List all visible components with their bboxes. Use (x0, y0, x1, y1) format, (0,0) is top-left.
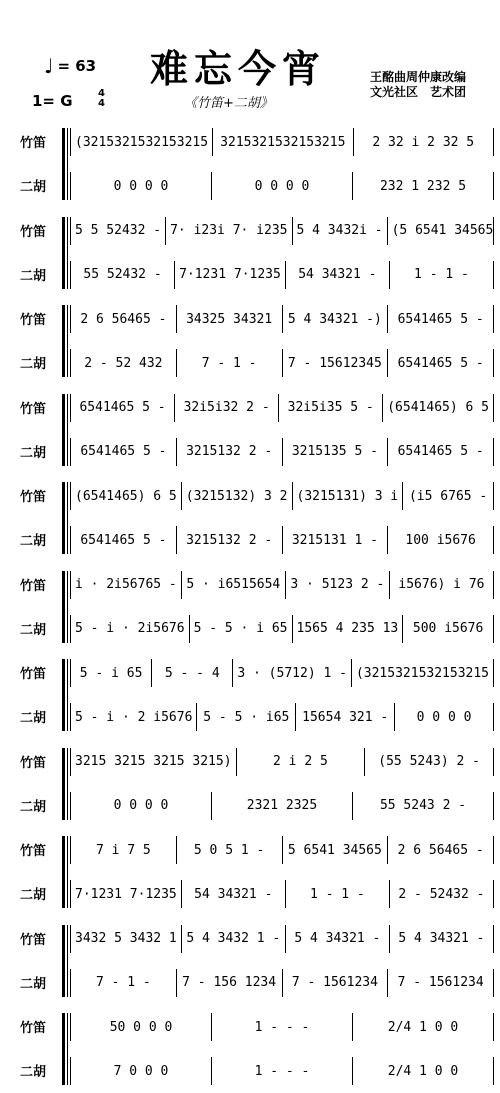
flute-notation (70, 394, 494, 422)
flute-notation (70, 217, 494, 245)
flute-label: 竹笛 (20, 490, 47, 505)
measure: 3215 3215 3215 3215) (71, 748, 237, 776)
measure: 5 - 5 · i65 (197, 703, 296, 731)
quarter-note-icon: ♩ (44, 54, 54, 78)
erhu-notation (70, 1057, 494, 1085)
measure: (6541465) 6 5 (71, 482, 182, 510)
measure: 55 52432 - (71, 261, 175, 289)
erhu-staff-row (0, 607, 500, 651)
composer-credit: 王酩曲周仲康改编 文光社区 艺术团 (370, 70, 467, 99)
measure: 2321 2325 (212, 792, 353, 820)
flute-label: 竹笛 (20, 578, 47, 594)
measure: 100 i5676 (405, 532, 476, 548)
measure: 5 · i6515654 (182, 571, 286, 599)
measure: 5 - i · 2i5676 (71, 615, 190, 643)
flute-staff-row (0, 120, 500, 164)
measure: 6541465 5 - (71, 438, 177, 466)
measure: 1 - 1 - (286, 880, 390, 908)
measure: 3 · 5123 2 - (286, 571, 390, 599)
erhu-notation (70, 438, 494, 466)
score-system (0, 120, 500, 208)
measure: 7· i23i 7· i235 (166, 217, 292, 245)
flute-staff-row (0, 1005, 500, 1049)
measure: (55 5243) 2 - (378, 754, 481, 769)
measure: i5676) i 76 (398, 577, 485, 592)
measure: 5 4 34321 - (398, 931, 485, 946)
erhu-label: 二胡 (20, 711, 47, 726)
measure: 5 5 52432 - (71, 217, 166, 245)
score-system (0, 563, 500, 651)
measure: 55 5243 2 - (379, 798, 467, 813)
measure: 54 34321 - (182, 880, 286, 908)
measure: 5 - i · 2 i5676 (71, 703, 197, 731)
measure: 3215135 5 - (283, 438, 389, 466)
erhu-staff-row (0, 164, 500, 208)
measure: 7 - 1 - (71, 969, 177, 997)
flute-staff-row (0, 563, 500, 607)
measure: 15654 321 - (296, 703, 395, 731)
erhu-notation (70, 526, 494, 554)
measure: 2 i 2 5 (237, 748, 366, 776)
erhu-notation (70, 880, 494, 908)
measure: 34325 34321 (177, 305, 283, 333)
flute-label: 竹笛 (20, 755, 47, 771)
erhu-notation (70, 703, 494, 731)
flute-notation (70, 482, 494, 510)
measure: (3215321532153215 (355, 665, 490, 681)
score-system (0, 917, 500, 1005)
erhu-label: 二胡 (20, 180, 47, 195)
measure: 5 6541 34565 (283, 836, 389, 864)
measure: 7 - 1561234 (397, 975, 484, 990)
score-system (0, 651, 500, 739)
flute-notation (70, 571, 494, 599)
erhu-staff-row (0, 695, 500, 739)
measure: 2 32 i 2 32 5 (372, 134, 475, 150)
measure: 54 34321 - (286, 261, 390, 289)
score-system (0, 297, 500, 385)
flute-label: 竹笛 (20, 1021, 47, 1036)
measure: (6541465) 6 5 (387, 400, 489, 415)
measure: (3215131) 3 i (293, 482, 404, 510)
score-system (0, 828, 500, 916)
key-signature: 1= G (32, 92, 73, 110)
measure: 32i5i32 2 - (175, 394, 279, 422)
measure: 6541465 5 - (397, 355, 484, 371)
measure: 6541465 5 - (397, 311, 484, 327)
time-signature: 4 4 (98, 88, 105, 109)
erhu-label: 二胡 (20, 622, 47, 638)
measure: 1 - 1 - (414, 267, 469, 282)
erhu-label: 二胡 (20, 445, 47, 461)
measure: 3215132 2 - (177, 438, 283, 466)
erhu-notation (70, 349, 494, 377)
measure: 3 · (5712) 1 - (233, 659, 352, 687)
erhu-notation (70, 261, 494, 289)
measure: (i5 6765 - (408, 488, 488, 504)
flute-staff-row (0, 828, 500, 872)
flute-notation (70, 128, 494, 156)
erhu-notation (70, 969, 494, 997)
flute-notation (70, 748, 494, 776)
measure: (5 6541 34565 (391, 223, 494, 238)
measure: i · 2i56765 - (71, 571, 182, 599)
erhu-notation (70, 615, 494, 643)
erhu-notation (70, 792, 494, 820)
measure: 7 - 1 - (177, 349, 283, 377)
erhu-label: 二胡 (20, 357, 47, 372)
flute-staff-row (0, 917, 500, 961)
measure: 0 0 0 0 (71, 172, 212, 200)
measure: 0 0 0 0 (212, 172, 353, 200)
score-system (0, 740, 500, 828)
measure: 1565 4 235 13 (293, 615, 404, 643)
erhu-label: 二胡 (20, 976, 47, 992)
measure: 6541465 5 - (71, 394, 175, 422)
flute-label: 竹笛 (20, 844, 47, 859)
measure: 32i5i35 5 - (279, 394, 383, 422)
measure: 3215131 1 - (283, 526, 389, 554)
flute-label: 竹笛 (20, 667, 47, 682)
measure: 2 6 56465 - (397, 842, 484, 858)
measure: 5 4 34321 - (286, 925, 390, 953)
erhu-staff-row (0, 784, 500, 828)
flute-notation (70, 659, 494, 687)
erhu-label: 二胡 (20, 534, 47, 549)
measure: 5 0 5 1 - (177, 836, 283, 864)
measure: 3432 5 3432 1 (71, 925, 182, 953)
flute-label: 竹笛 (20, 136, 47, 151)
flute-staff-row (0, 297, 500, 341)
measure: 2 - 52 432 (71, 349, 177, 377)
flute-staff-row (0, 386, 500, 430)
flute-notation (70, 836, 494, 864)
erhu-label: 二胡 (20, 1065, 47, 1080)
measure: 50 0 0 0 (71, 1013, 212, 1041)
measure: 5 - i 65 (71, 659, 152, 687)
measure: 7 - 15612345 (283, 349, 389, 377)
measure: 7·1231 7·1235 (71, 880, 182, 908)
measure: 6541465 5 - (71, 526, 177, 554)
erhu-staff-row (0, 430, 500, 474)
erhu-staff-row (0, 961, 500, 1005)
erhu-staff-row (0, 341, 500, 385)
measure: 2/4 1 0 0 (387, 1019, 459, 1035)
flute-notation (70, 305, 494, 333)
flute-staff-row (0, 474, 500, 518)
erhu-label: 二胡 (20, 888, 47, 903)
measure: 0 0 0 0 (416, 709, 472, 725)
score-system (0, 1005, 500, 1093)
score-system (0, 474, 500, 562)
tempo-marking: ♩ = 63 (44, 54, 97, 78)
measure: 5 4 3432i - (293, 217, 388, 245)
measure: (3215321532153215 (71, 128, 213, 156)
measure: 3215321532153215 (213, 128, 353, 156)
measure: 7 - 156 1234 (177, 969, 283, 997)
measure: (3215132) 3 2 (182, 482, 293, 510)
flute-label: 竹笛 (20, 401, 47, 417)
score-system (0, 386, 500, 474)
measure: 7 0 0 0 (71, 1057, 212, 1085)
measure: 232 1 232 5 (379, 178, 467, 194)
measure: 3215132 2 - (177, 526, 283, 554)
measure: 5 4 3432 1 - (182, 925, 286, 953)
flute-staff-row (0, 740, 500, 784)
measure: 0 0 0 0 (71, 792, 212, 820)
flute-label: 竹笛 (20, 224, 47, 240)
flute-label: 竹笛 (20, 932, 47, 948)
flute-notation (70, 1013, 494, 1041)
measure: 6541465 5 - (397, 444, 484, 459)
erhu-notation (70, 172, 494, 200)
score-system (0, 209, 500, 297)
measure: 2/4 1 0 0 (387, 1063, 459, 1079)
flute-label: 竹笛 (20, 313, 47, 328)
score-header (0, 0, 500, 118)
flute-staff-row (0, 209, 500, 253)
measure: 1 - - - (212, 1013, 353, 1041)
measure: 7 - 1561234 (283, 969, 389, 997)
measure: 1 - - - (212, 1057, 353, 1085)
erhu-staff-row (0, 1049, 500, 1093)
erhu-staff-row (0, 253, 500, 297)
measure: 7 i 7 5 (71, 836, 177, 864)
measure: 2 - 52432 - (398, 886, 485, 902)
measure: 500 i5676 (412, 621, 484, 636)
erhu-staff-row (0, 872, 500, 916)
measure: 5 - - 4 (152, 659, 233, 687)
measure: 5 4 34321 -) (283, 305, 389, 333)
measure: 2 6 56465 - (71, 305, 177, 333)
measure: 7·1231 7·1235 (175, 261, 286, 289)
flute-notation (70, 925, 494, 953)
score-title: 难忘今宵 (150, 46, 327, 91)
measure: 5 - 5 · i 65 (190, 615, 293, 643)
flute-staff-row (0, 651, 500, 695)
score-subtitle: 《竹笛+二胡》 (184, 96, 273, 111)
erhu-label: 二胡 (20, 799, 47, 815)
erhu-label: 二胡 (20, 268, 47, 284)
erhu-staff-row (0, 518, 500, 562)
